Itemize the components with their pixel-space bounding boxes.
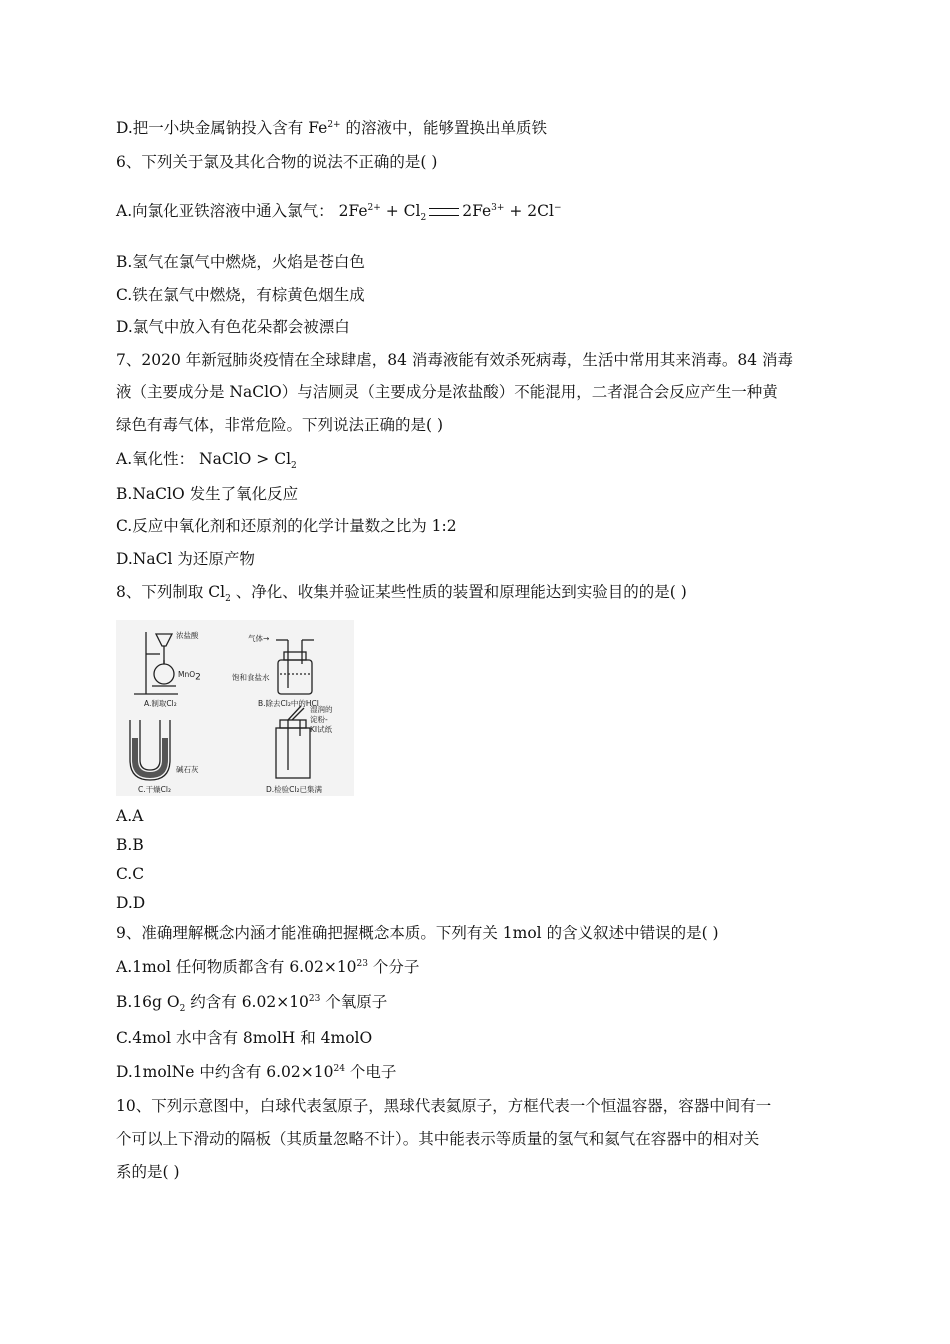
q6-option-b: B.氢气在氯气中燃烧，火焰是苍白色 bbox=[116, 253, 365, 271]
q9-option-b: B.16g $O_2$ 约含有 $6.02\times 10^{23}$ 个氧原子 bbox=[116, 993, 388, 1015]
q7-stem-line2: 液（主要成分是 NaClO）与洁厕灵（主要成分是浓盐酸）不能混用，二者混合会反应产生一种黄 bbox=[116, 383, 778, 401]
q5-option-d: D.把一小块金属钠投入含有 $Fe^{2+}$ 的溶液中，能够置换出单质铁 bbox=[116, 119, 548, 137]
q7-option-d: D.NaCl 为还原产物 bbox=[116, 550, 255, 568]
q10-stem-line1: 10、下列示意图中，白球代表氢原子，黑球代表氦原子，方框代表一个恒温容器，容器中间有一 bbox=[116, 1097, 772, 1115]
label-wet: 湿润的 bbox=[310, 705, 333, 714]
q8-option-a: A.A bbox=[116, 807, 144, 825]
q9-option-d: D.1molNe 中约含有 $6.02\times 10^{24}$ 个电子 bbox=[116, 1063, 397, 1081]
label-conc-hcl: 浓盐酸 bbox=[176, 631, 199, 640]
label-mno2: MnO$_2$ bbox=[178, 670, 201, 683]
apparatus-figure bbox=[116, 620, 354, 796]
q6-stem: 6、下列关于氯及其化合物的说法不正确的是( ) bbox=[116, 153, 438, 171]
caption-b: B.除去Cl₂中的HCl bbox=[258, 699, 319, 708]
caption-c: C.干燥Cl₂ bbox=[138, 785, 171, 794]
label-gas: 气体→ bbox=[248, 634, 270, 643]
equals-sign bbox=[429, 208, 459, 216]
q6-option-c: C.铁在氯气中燃烧，有棕黄色烟生成 bbox=[116, 286, 365, 304]
label-brine: 饱和食盐水 bbox=[232, 673, 270, 682]
q9-option-c: C.4mol 水中含有 8molH 和 4molO bbox=[116, 1029, 373, 1047]
q8-stem: 8、下列制取 $Cl_2$ 、净化、收集并验证某些性质的装置和原理能达到实验目的的是( ) bbox=[116, 583, 687, 605]
q8-option-b: B.B bbox=[116, 836, 144, 854]
q7-stem-line1: 7、2020 年新冠肺炎疫情在全球肆虐，84 消毒液能有效杀死病毒，生活中常用其来消毒。84 消毒 bbox=[116, 351, 794, 369]
caption-d: D.检验Cl₂已集满 bbox=[266, 785, 322, 794]
q8-option-c: C.C bbox=[116, 865, 145, 883]
q9-stem: 9、准确理解概念内涵才能准确把握概念本质。下列有关 1mol 的含义叙述中错误的是( ) bbox=[116, 924, 719, 942]
label-soda-lime: 碱石灰 bbox=[176, 765, 199, 774]
label-starch: 淀粉- bbox=[310, 715, 328, 724]
q6-option-a: A.向氯化亚铁溶液中通入氯气： $2Fe^{2+} + Cl_2$ $2Fe^{3+} + 2Cl^-$ bbox=[116, 202, 562, 224]
q8-option-d: D.D bbox=[116, 894, 146, 912]
q10-stem-line2: 个可以上下滑动的隔板（其质量忽略不计）。其中能表示等质量的氢气和氦气在容器中的相对关 bbox=[116, 1130, 760, 1148]
q7-option-b: B.NaClO 发生了氧化反应 bbox=[116, 485, 299, 503]
q10-stem-line3: 系的是( ) bbox=[116, 1163, 180, 1181]
q7-stem-line3: 绿色有毒气体，非常危险。下列说法正确的是( ) bbox=[116, 416, 444, 434]
caption-a: A.制取Cl₂ bbox=[144, 699, 177, 708]
q7-option-a: A.氧化性： NaClO > $Cl_2$ bbox=[116, 450, 297, 472]
q6-option-d: D.氯气中放入有色花朵都会被漂白 bbox=[116, 318, 350, 336]
q7-option-c: C.反应中氧化剂和还原剂的化学计量数之比为 1:2 bbox=[116, 517, 457, 535]
label-ki-paper: KI试纸 bbox=[310, 725, 333, 734]
q9-option-a: A.1mol 任何物质都含有 $6.02\times 10^{23}$ 个分子 bbox=[116, 958, 420, 976]
